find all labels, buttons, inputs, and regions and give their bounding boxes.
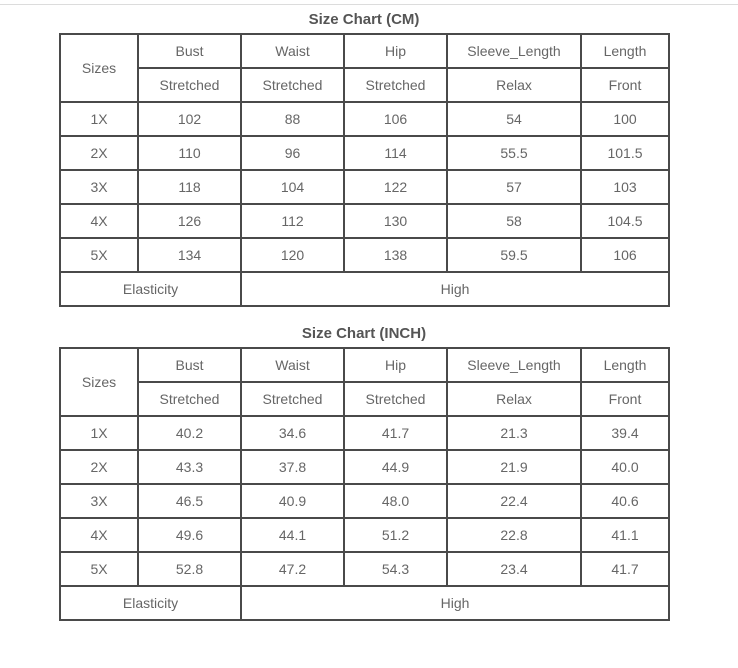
- table-row: [60, 102, 669, 136]
- inch-elasticity-label: Elasticity: [60, 586, 241, 620]
- value-cell: 57: [447, 170, 581, 204]
- value-cell: 134: [138, 238, 241, 272]
- inch-hip-subheader: Stretched: [344, 382, 447, 416]
- value-cell: 100: [581, 102, 669, 136]
- size-cell: 2X: [60, 450, 138, 484]
- table-row: [60, 238, 669, 272]
- cm-hip-header: Hip: [344, 34, 447, 68]
- value-cell: 44.1: [241, 518, 344, 552]
- inch-sleeve-length-subheader: Relax: [447, 382, 581, 416]
- value-cell: 54.3: [344, 552, 447, 586]
- cm-bust-subheader: Stretched: [138, 68, 241, 102]
- value-cell: 130: [344, 204, 447, 238]
- value-cell: 112: [241, 204, 344, 238]
- value-cell: 138: [344, 238, 447, 272]
- value-cell: 44.9: [344, 450, 447, 484]
- value-cell: 102: [138, 102, 241, 136]
- inch-length-header: Length: [581, 348, 669, 382]
- cm-length-header: Length: [581, 34, 669, 68]
- cm-header-row: [60, 34, 669, 68]
- value-cell: 40.9: [241, 484, 344, 518]
- inch-hip-header: Hip: [344, 348, 447, 382]
- cm-waist-subheader: Stretched: [241, 68, 344, 102]
- inch-bust-subheader: Stretched: [138, 382, 241, 416]
- size-cell: 3X: [60, 170, 138, 204]
- value-cell: 48.0: [344, 484, 447, 518]
- value-cell: 21.3: [447, 416, 581, 450]
- inch-subheader-row: [60, 382, 669, 416]
- table-row: [60, 170, 669, 204]
- inch-elasticity-row: [60, 586, 669, 620]
- value-cell: 114: [344, 136, 447, 170]
- value-cell: 118: [138, 170, 241, 204]
- value-cell: 41.7: [344, 416, 447, 450]
- value-cell: 37.8: [241, 450, 344, 484]
- size-cell: 4X: [60, 204, 138, 238]
- table-row: [60, 136, 669, 170]
- size-cell: 1X: [60, 416, 138, 450]
- value-cell: 46.5: [138, 484, 241, 518]
- value-cell: 22.8: [447, 518, 581, 552]
- value-cell: 106: [581, 238, 669, 272]
- value-cell: 22.4: [447, 484, 581, 518]
- top-divider: [0, 4, 738, 5]
- value-cell: 39.4: [581, 416, 669, 450]
- value-cell: 122: [344, 170, 447, 204]
- value-cell: 110: [138, 136, 241, 170]
- value-cell: 88: [241, 102, 344, 136]
- table-row: [60, 484, 669, 518]
- value-cell: 96: [241, 136, 344, 170]
- cm-waist-header: Waist: [241, 34, 344, 68]
- value-cell: 58: [447, 204, 581, 238]
- inch-sleeve-length-header: Sleeve_Length: [447, 348, 581, 382]
- cm-subheader-row: [60, 68, 669, 102]
- value-cell: 103: [581, 170, 669, 204]
- cm-elasticity-label: Elasticity: [60, 272, 241, 306]
- table-row: [60, 416, 669, 450]
- value-cell: 59.5: [447, 238, 581, 272]
- table-row: [60, 450, 669, 484]
- cm-bust-header: Bust: [138, 34, 241, 68]
- cm-sleeve-length-header: Sleeve_Length: [447, 34, 581, 68]
- table-row: [60, 518, 669, 552]
- cm-size-table: [59, 33, 670, 307]
- value-cell: 40.0: [581, 450, 669, 484]
- inch-length-subheader: Front: [581, 382, 669, 416]
- size-cell: 3X: [60, 484, 138, 518]
- size-cell: 5X: [60, 552, 138, 586]
- size-cell: 4X: [60, 518, 138, 552]
- size-cell: 5X: [60, 238, 138, 272]
- inch-elasticity-value: High: [241, 586, 669, 620]
- inch-waist-subheader: Stretched: [241, 382, 344, 416]
- inch-chart-title: Size Chart (INCH): [301, 325, 427, 342]
- value-cell: 49.6: [138, 518, 241, 552]
- value-cell: 51.2: [344, 518, 447, 552]
- value-cell: 104: [241, 170, 344, 204]
- value-cell: 47.2: [241, 552, 344, 586]
- inch-bust-header: Bust: [138, 348, 241, 382]
- inch-header-row: [60, 348, 669, 382]
- value-cell: 101.5: [581, 136, 669, 170]
- value-cell: 40.6: [581, 484, 669, 518]
- inch-size-table: [59, 347, 670, 621]
- value-cell: 106: [344, 102, 447, 136]
- size-cell: 1X: [60, 102, 138, 136]
- value-cell: 55.5: [447, 136, 581, 170]
- value-cell: 52.8: [138, 552, 241, 586]
- cm-chart-title: Size Chart (CM): [308, 11, 420, 28]
- inch-sizes-header: Sizes: [60, 348, 138, 416]
- cm-sleeve-length-subheader: Relax: [447, 68, 581, 102]
- table-row: [60, 204, 669, 238]
- inch-waist-header: Waist: [241, 348, 344, 382]
- value-cell: 41.1: [581, 518, 669, 552]
- value-cell: 120: [241, 238, 344, 272]
- cm-sizes-header: Sizes: [60, 34, 138, 102]
- cm-hip-subheader: Stretched: [344, 68, 447, 102]
- value-cell: 43.3: [138, 450, 241, 484]
- value-cell: 126: [138, 204, 241, 238]
- value-cell: 41.7: [581, 552, 669, 586]
- size-cell: 2X: [60, 136, 138, 170]
- value-cell: 23.4: [447, 552, 581, 586]
- value-cell: 54: [447, 102, 581, 136]
- cm-elasticity-row: [60, 272, 669, 306]
- cm-length-subheader: Front: [581, 68, 669, 102]
- value-cell: 104.5: [581, 204, 669, 238]
- value-cell: 21.9: [447, 450, 581, 484]
- value-cell: 34.6: [241, 416, 344, 450]
- value-cell: 40.2: [138, 416, 241, 450]
- table-row: [60, 552, 669, 586]
- cm-elasticity-value: High: [241, 272, 669, 306]
